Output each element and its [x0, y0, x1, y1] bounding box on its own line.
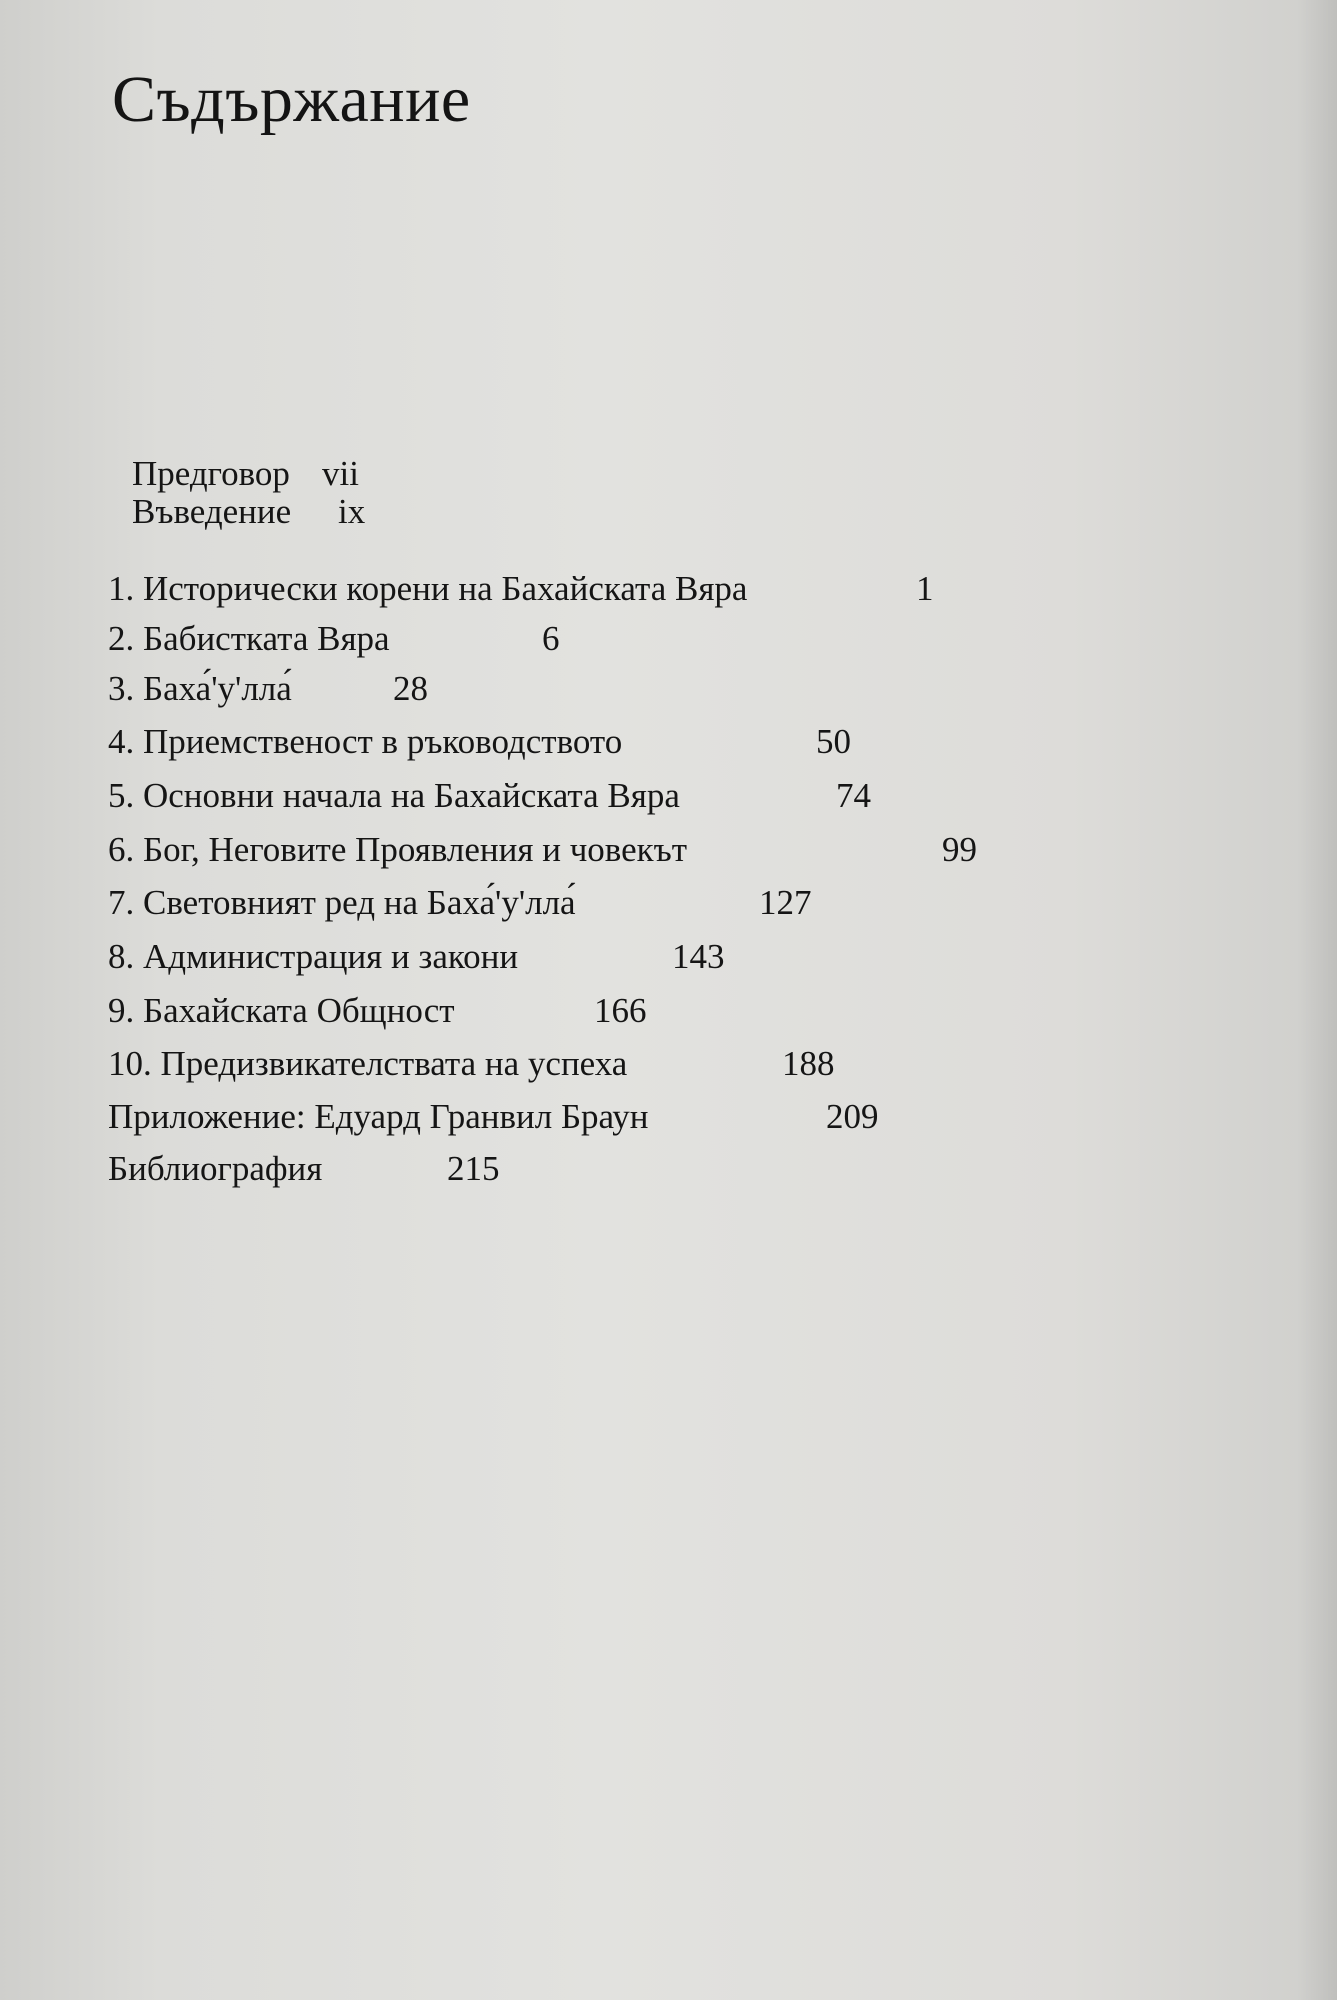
toc-entry-label: Приложение: Едуард Гранвил Браун — [108, 1097, 649, 1136]
toc-entry-page: 143 — [672, 937, 725, 976]
toc-entry-page: 74 — [836, 776, 871, 815]
toc-entry — [108, 567, 934, 611]
toc-entry-page: 1 — [916, 569, 934, 608]
toc-entry — [108, 667, 428, 711]
toc-entry-label: 4. Приемственост в ръководството — [108, 722, 623, 761]
toc-entry — [108, 774, 871, 818]
toc-entry — [108, 1095, 879, 1139]
page-edge-shadow — [1297, 0, 1337, 2000]
toc-entry-label: 2. Бабистката Вяра — [108, 619, 390, 658]
toc-entry-label: 7. Световният ред на Баха́'у'лла́ — [108, 883, 576, 922]
toc-entry-label: 9. Бахайската Общност — [108, 991, 455, 1030]
toc-entry-label: Предговор — [132, 454, 290, 493]
toc-entry-page: vii — [322, 454, 359, 493]
toc-entry-page: 188 — [782, 1044, 835, 1083]
toc-entry — [108, 828, 977, 872]
toc-entry-label: 8. Администрация и закони — [108, 937, 519, 976]
toc-entry-label: Библиография — [108, 1149, 323, 1188]
toc-entry-label: 10. Предизвикателствата на успеха — [108, 1044, 628, 1083]
toc-entry-label: Въведение — [132, 492, 292, 531]
toc-entry-page: 50 — [816, 722, 851, 761]
toc-entry — [108, 881, 812, 925]
toc-entry-label: 3. Баха́'у'лла́ — [108, 669, 292, 708]
toc-entry-page: 99 — [942, 830, 977, 869]
toc-entry — [108, 1042, 835, 1086]
toc-entry — [132, 490, 366, 534]
toc-entry — [108, 935, 725, 979]
toc-entry-page: 215 — [447, 1149, 500, 1188]
toc-entry — [108, 989, 647, 1033]
toc-entry — [108, 720, 851, 764]
toc-entry-label: 6. Бог, Неговите Проявления и човекът — [108, 830, 688, 869]
toc-entry-label: 5. Основни начала на Бахайската Вяра — [108, 776, 680, 815]
toc-entry — [108, 617, 560, 661]
toc-entry-page: 127 — [759, 883, 812, 922]
toc-entry-page: 166 — [594, 991, 647, 1030]
toc-entry-page: 209 — [826, 1097, 879, 1136]
toc-entry-page: 28 — [393, 669, 428, 708]
toc-entry-page: ix — [338, 492, 366, 531]
toc-entry-page: 6 — [542, 619, 560, 658]
page-title: Съдържание — [112, 63, 471, 136]
toc-entry-label: 1. Исторически корени на Бахайската Вяра — [108, 569, 748, 608]
toc-entry — [108, 1147, 500, 1191]
